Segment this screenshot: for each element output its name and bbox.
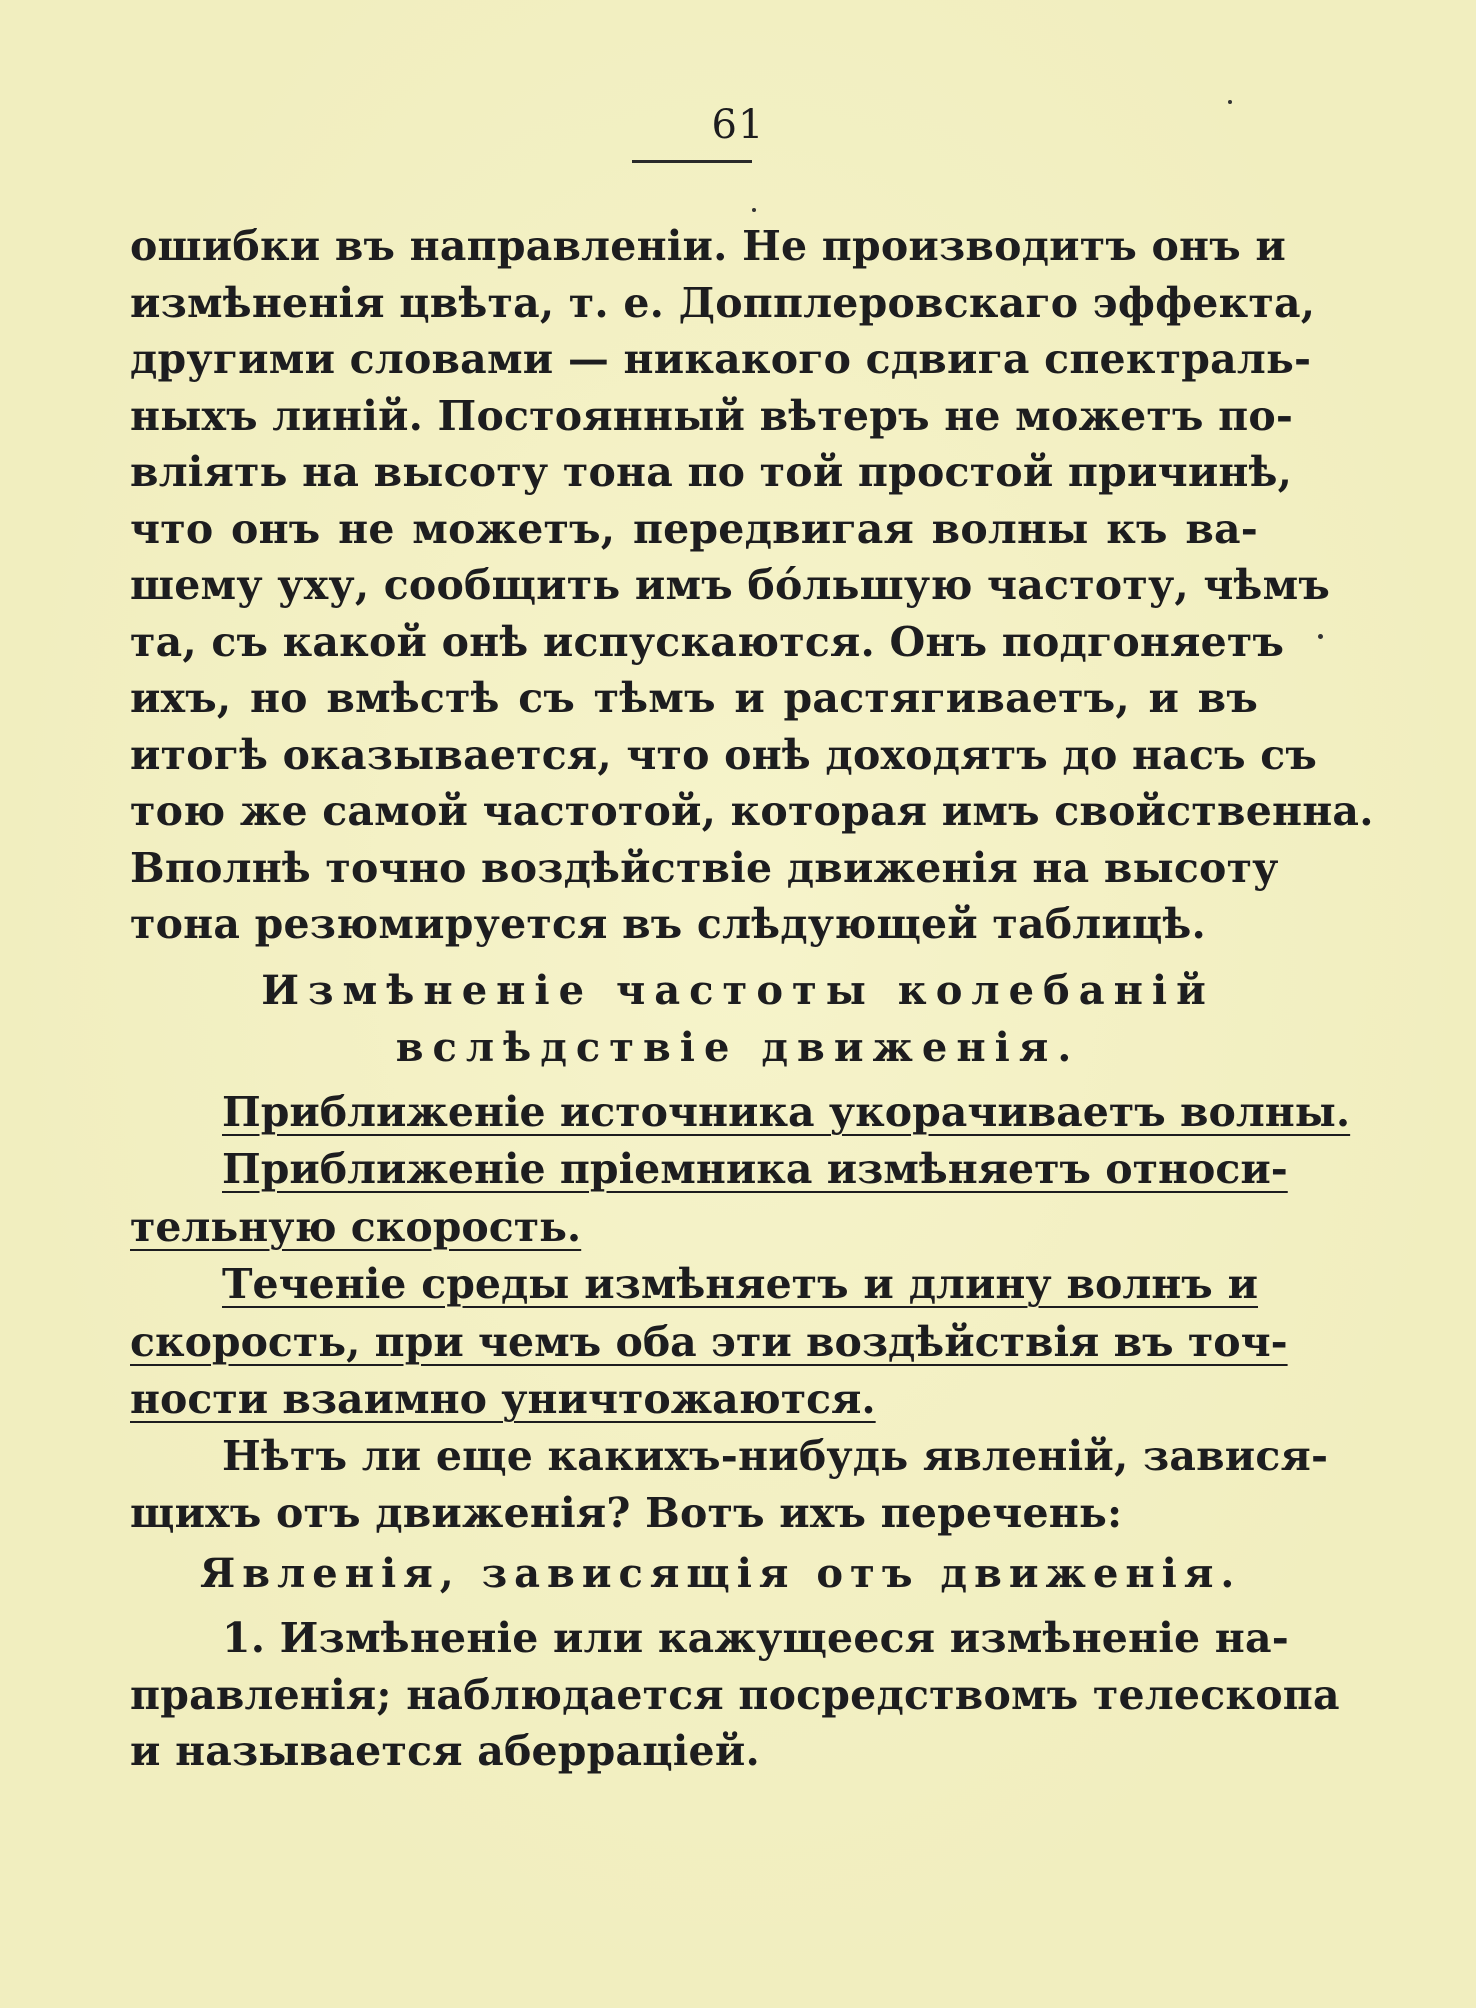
paragraph-1 — [130, 218, 1374, 953]
rule-line: Приближеніе источника укорачиваетъ волны. — [222, 1088, 1351, 1136]
paragraph-2 — [130, 1428, 1329, 1541]
rule-line: Теченіе среды измѣняетъ и длину волнъ и — [222, 1260, 1258, 1308]
rule-line: Приближеніе пріемника измѣняетъ относи- — [222, 1145, 1288, 1193]
rule-1 — [222, 1084, 1351, 1142]
text-line: тона резюмируется въ слѣдующей таблицѣ. — [130, 900, 1207, 948]
list-item-1 — [130, 1610, 1340, 1780]
text-line: итогѣ оказывается, что онѣ доходятъ до насъ съ — [130, 730, 1318, 779]
text-line: вліять на высоту тона по той простой причинѣ, — [130, 448, 1293, 496]
rule-2 — [130, 1141, 1288, 1256]
text-line: измѣненія цвѣта, т. е. Допплеровскаго эффекта, — [130, 278, 1316, 327]
text-line: тою же самой частотой, которая имъ свойственна. — [130, 787, 1374, 835]
text-line: щихъ отъ движенія? Вотъ ихъ перечень: — [130, 1488, 1123, 1537]
table-heading-line-1: Измѣненіе частоты колебаній — [261, 967, 1215, 1014]
text-line: Нѣтъ ли еще какихъ-нибудь явленій, завися- — [222, 1432, 1329, 1480]
page-number: 61 — [711, 102, 765, 148]
text-line: ихъ, но вмѣстѣ съ тѣмъ и растягиваетъ, и въ — [130, 674, 1258, 722]
text-line: та, съ какой онѣ испускаются. Онъ подгоняетъ — [130, 617, 1285, 666]
text-line: 1. Измѣненіе или кажущееся измѣненіе на- — [222, 1614, 1289, 1662]
text-line: ныхъ линій. Постоянный вѣтеръ не можетъ по- — [130, 391, 1294, 440]
paper-speck — [752, 208, 756, 212]
rule-line: скорость, при чемъ оба эти воздѣйствія въ точ- — [130, 1317, 1288, 1366]
rule-line: тельную скорость. — [130, 1202, 582, 1251]
text-line: правленія; наблюдается посредствомъ телескопа — [130, 1670, 1340, 1719]
page-number-rule — [632, 160, 752, 163]
rule-line: ности взаимно уничтожаются. — [130, 1375, 876, 1423]
text-line: шему уху, сообщить имъ бóльшую частоту, чѣмъ — [130, 561, 1331, 609]
rule-3 — [130, 1256, 1288, 1429]
paper-speck — [1318, 634, 1323, 639]
text-line: другими словами — никакого сдвига спектраль- — [130, 335, 1312, 383]
table-heading-line-2: вслѣдствіе движенія. — [395, 1024, 1081, 1071]
text-line: и называется аберраціей. — [130, 1727, 760, 1775]
paper-speck — [1228, 100, 1232, 104]
text-line: ошибки въ направленіи. Не производитъ онъ и — [130, 222, 1286, 270]
text-line: что онъ не можетъ, передвигая волны къ ва- — [130, 504, 1258, 553]
text-line: Вполнѣ точно воздѣйствіе движенія на высоту — [130, 843, 1279, 892]
list-heading: Явленія, зависящія отъ движенія. — [200, 1550, 1242, 1597]
